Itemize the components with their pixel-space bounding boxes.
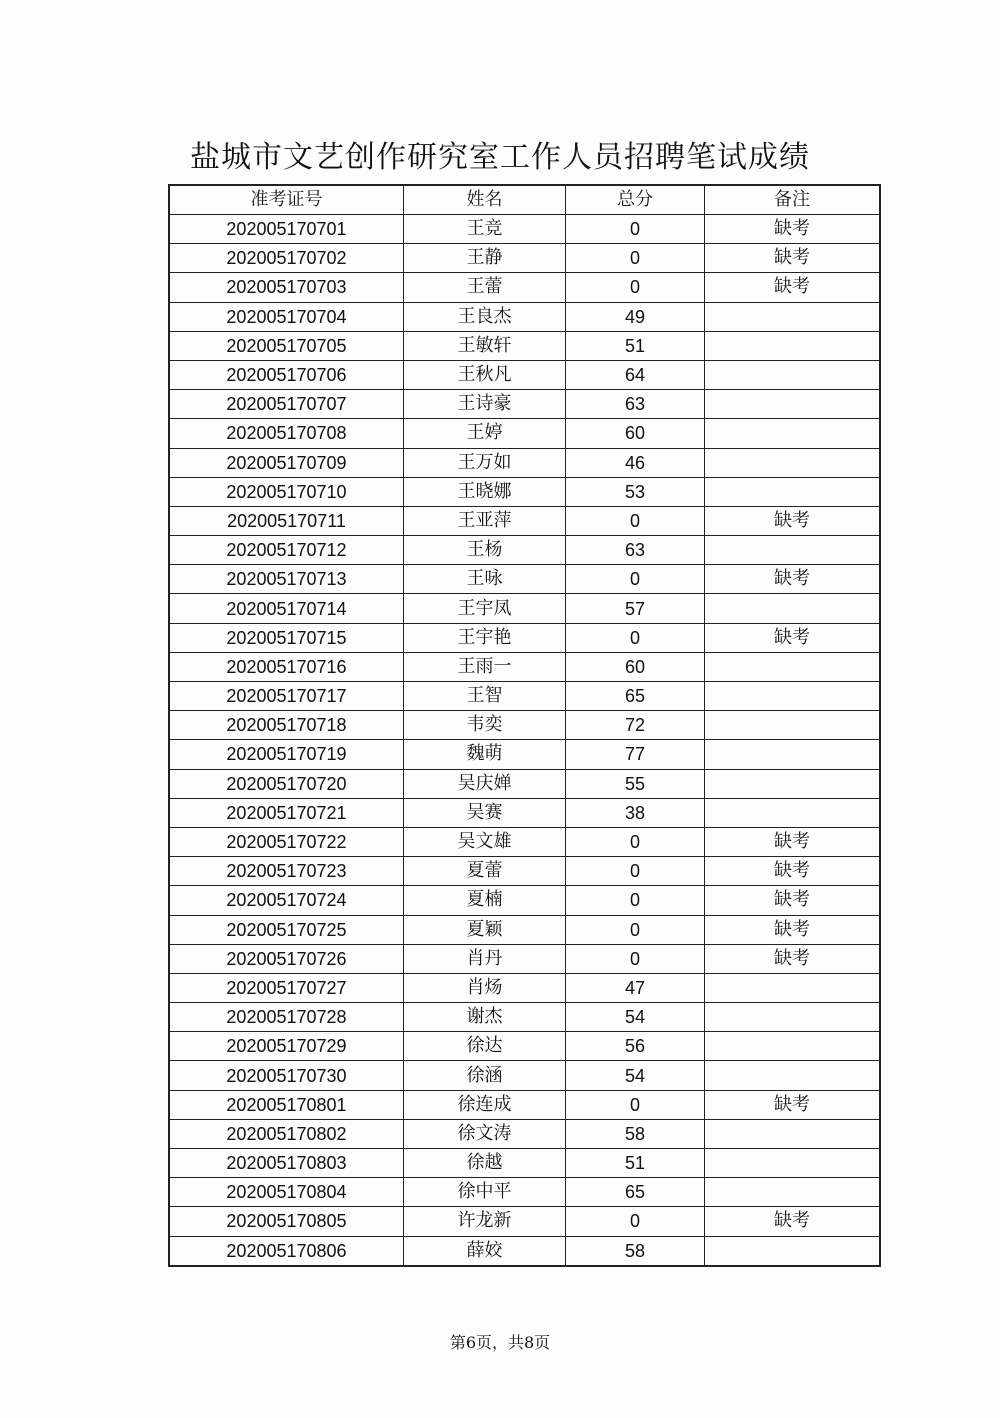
cell-remark: [705, 711, 881, 740]
cell-exam-id: 202005170803: [169, 1149, 404, 1178]
cell-total-score: 0: [566, 244, 705, 273]
cell-total-score: 57: [566, 594, 705, 623]
table-row: [169, 1178, 880, 1207]
cell-exam-id: 202005170802: [169, 1119, 404, 1148]
table-row: [169, 973, 880, 1002]
cell-total-score: 0: [566, 1090, 705, 1119]
cell-exam-id: 202005170728: [169, 1003, 404, 1032]
table-row: [169, 1061, 880, 1090]
cell-exam-id: 202005170717: [169, 682, 404, 711]
cell-remark: [705, 360, 881, 389]
cell-total-score: 63: [566, 536, 705, 565]
cell-remark: 缺考: [705, 244, 881, 273]
cell-total-score: 60: [566, 652, 705, 681]
cell-remark: 缺考: [705, 1207, 881, 1236]
cell-name: 夏楠: [404, 886, 566, 915]
cell-exam-id: 202005170729: [169, 1032, 404, 1061]
cell-exam-id: 202005170721: [169, 798, 404, 827]
cell-remark: [705, 1061, 881, 1090]
cell-remark: [705, 419, 881, 448]
cell-total-score: 55: [566, 769, 705, 798]
cell-total-score: 0: [566, 506, 705, 535]
cell-total-score: 0: [566, 827, 705, 856]
table-row: [169, 273, 880, 302]
cell-name: 王竞: [404, 215, 566, 244]
table-row: [169, 944, 880, 973]
cell-remark: 缺考: [705, 565, 881, 594]
cell-remark: [705, 302, 881, 331]
cell-name: 徐涵: [404, 1061, 566, 1090]
cell-remark: [705, 798, 881, 827]
cell-remark: 缺考: [705, 215, 881, 244]
cell-remark: [705, 1032, 881, 1061]
cell-exam-id: 202005170709: [169, 448, 404, 477]
cell-remark: [705, 390, 881, 419]
cell-name: 王宇艳: [404, 623, 566, 652]
cell-name: 吴文雄: [404, 827, 566, 856]
table-row: [169, 390, 880, 419]
cell-remark: [705, 769, 881, 798]
table-row: [169, 506, 880, 535]
cell-total-score: 72: [566, 711, 705, 740]
cell-total-score: 0: [566, 273, 705, 302]
table-row: [169, 798, 880, 827]
cell-total-score: 0: [566, 857, 705, 886]
cell-remark: [705, 1149, 881, 1178]
table-row: [169, 215, 880, 244]
table-row: [169, 594, 880, 623]
cell-total-score: 49: [566, 302, 705, 331]
cell-total-score: 51: [566, 331, 705, 360]
table-row: [169, 682, 880, 711]
cell-remark: 缺考: [705, 857, 881, 886]
cell-remark: [705, 477, 881, 506]
cell-exam-id: 202005170727: [169, 973, 404, 1002]
cell-total-score: 77: [566, 740, 705, 769]
cell-total-score: 47: [566, 973, 705, 1002]
cell-name: 谢杰: [404, 1003, 566, 1032]
cell-remark: [705, 331, 881, 360]
cell-name: 肖炀: [404, 973, 566, 1002]
page-number: 第6页，共8页: [449, 1333, 551, 1352]
cell-total-score: 64: [566, 360, 705, 389]
score-table: [168, 184, 881, 1267]
cell-total-score: 0: [566, 944, 705, 973]
table-row: [169, 536, 880, 565]
table-row: [169, 1090, 880, 1119]
cell-remark: [705, 652, 881, 681]
cell-name: 王万如: [404, 448, 566, 477]
cell-exam-id: 202005170706: [169, 360, 404, 389]
cell-remark: 缺考: [705, 273, 881, 302]
cell-exam-id: 202005170710: [169, 477, 404, 506]
cell-total-score: 0: [566, 886, 705, 915]
cell-name: 夏蕾: [404, 857, 566, 886]
cell-remark: [705, 740, 881, 769]
table-row: [169, 652, 880, 681]
table-row: [169, 623, 880, 652]
cell-remark: [705, 682, 881, 711]
cell-exam-id: 202005170730: [169, 1061, 404, 1090]
table-row: [169, 915, 880, 944]
cell-total-score: 0: [566, 565, 705, 594]
cell-total-score: 0: [566, 623, 705, 652]
cell-total-score: 54: [566, 1003, 705, 1032]
cell-total-score: 46: [566, 448, 705, 477]
table-row: [169, 1119, 880, 1148]
cell-exam-id: 202005170720: [169, 769, 404, 798]
table-header-row: [169, 185, 880, 215]
cell-exam-id: 202005170806: [169, 1236, 404, 1266]
cell-remark: 缺考: [705, 915, 881, 944]
cell-name: 王诗豪: [404, 390, 566, 419]
cell-name: 王杨: [404, 536, 566, 565]
cell-total-score: 65: [566, 1178, 705, 1207]
cell-name: 王蕾: [404, 273, 566, 302]
cell-name: 王亚萍: [404, 506, 566, 535]
cell-name: 王秋凡: [404, 360, 566, 389]
cell-name: 徐文涛: [404, 1119, 566, 1148]
cell-total-score: 58: [566, 1236, 705, 1266]
cell-name: 徐达: [404, 1032, 566, 1061]
cell-name: 王智: [404, 682, 566, 711]
table-row: [169, 302, 880, 331]
table-body: [169, 215, 880, 1266]
cell-exam-id: 202005170714: [169, 594, 404, 623]
cell-name: 吴庆婵: [404, 769, 566, 798]
cell-exam-id: 202005170804: [169, 1178, 404, 1207]
cell-total-score: 38: [566, 798, 705, 827]
table-row: [169, 244, 880, 273]
table-row: [169, 565, 880, 594]
cell-exam-id: 202005170705: [169, 331, 404, 360]
cell-name: 魏萌: [404, 740, 566, 769]
table-row: [169, 1032, 880, 1061]
table-row: [169, 769, 880, 798]
cell-total-score: 0: [566, 1207, 705, 1236]
cell-remark: [705, 973, 881, 1002]
cell-exam-id: 202005170712: [169, 536, 404, 565]
cell-remark: 缺考: [705, 1090, 881, 1119]
cell-exam-id: 202005170704: [169, 302, 404, 331]
cell-name: 许龙新: [404, 1207, 566, 1236]
cell-remark: 缺考: [705, 506, 881, 535]
header-exam-id: 准考证号: [169, 185, 404, 215]
cell-remark: 缺考: [705, 827, 881, 856]
table-row: [169, 1207, 880, 1236]
cell-name: 徐连成: [404, 1090, 566, 1119]
cell-name: 吴赛: [404, 798, 566, 827]
cell-name: 徐中平: [404, 1178, 566, 1207]
header-total-score: 总分: [566, 185, 705, 215]
table-row: [169, 419, 880, 448]
cell-exam-id: 202005170724: [169, 886, 404, 915]
cell-exam-id: 202005170707: [169, 390, 404, 419]
cell-name: 韦奕: [404, 711, 566, 740]
cell-total-score: 56: [566, 1032, 705, 1061]
cell-total-score: 58: [566, 1119, 705, 1148]
page-title: 盐城市文艺创作研究室工作人员招聘笔试成绩: [190, 140, 810, 175]
table-row: [169, 711, 880, 740]
cell-total-score: 51: [566, 1149, 705, 1178]
cell-exam-id: 202005170701: [169, 215, 404, 244]
header-remark: 备注: [705, 185, 881, 215]
cell-exam-id: 202005170805: [169, 1207, 404, 1236]
cell-remark: 缺考: [705, 623, 881, 652]
table-row: [169, 1149, 880, 1178]
cell-exam-id: 202005170713: [169, 565, 404, 594]
header-name: 姓名: [404, 185, 566, 215]
table-row: [169, 740, 880, 769]
cell-total-score: 53: [566, 477, 705, 506]
cell-name: 徐越: [404, 1149, 566, 1178]
cell-remark: [705, 536, 881, 565]
cell-total-score: 63: [566, 390, 705, 419]
cell-exam-id: 202005170718: [169, 711, 404, 740]
cell-exam-id: 202005170726: [169, 944, 404, 973]
cell-total-score: 65: [566, 682, 705, 711]
cell-name: 王晓娜: [404, 477, 566, 506]
cell-name: 肖丹: [404, 944, 566, 973]
cell-total-score: 60: [566, 419, 705, 448]
cell-name: 王敏轩: [404, 331, 566, 360]
cell-exam-id: 202005170725: [169, 915, 404, 944]
table-row: [169, 331, 880, 360]
cell-total-score: 0: [566, 915, 705, 944]
table-row: [169, 477, 880, 506]
cell-name: 王雨一: [404, 652, 566, 681]
cell-remark: [705, 1119, 881, 1148]
table-row: [169, 886, 880, 915]
cell-exam-id: 202005170719: [169, 740, 404, 769]
cell-total-score: 54: [566, 1061, 705, 1090]
cell-name: 王婷: [404, 419, 566, 448]
table-row: [169, 827, 880, 856]
cell-exam-id: 202005170711: [169, 506, 404, 535]
cell-exam-id: 202005170715: [169, 623, 404, 652]
table-row: [169, 857, 880, 886]
cell-exam-id: 202005170703: [169, 273, 404, 302]
cell-remark: 缺考: [705, 944, 881, 973]
table-row: [169, 1236, 880, 1266]
cell-name: 王宇凤: [404, 594, 566, 623]
cell-name: 王咏: [404, 565, 566, 594]
cell-exam-id: 202005170723: [169, 857, 404, 886]
cell-remark: [705, 1003, 881, 1032]
cell-remark: [705, 1236, 881, 1266]
cell-remark: [705, 1178, 881, 1207]
table-row: [169, 1003, 880, 1032]
cell-name: 夏颖: [404, 915, 566, 944]
cell-remark: 缺考: [705, 886, 881, 915]
cell-total-score: 0: [566, 215, 705, 244]
cell-name: 薛姣: [404, 1236, 566, 1266]
table-row: [169, 360, 880, 389]
cell-exam-id: 202005170801: [169, 1090, 404, 1119]
cell-exam-id: 202005170722: [169, 827, 404, 856]
cell-exam-id: 202005170708: [169, 419, 404, 448]
table-row: [169, 448, 880, 477]
cell-exam-id: 202005170702: [169, 244, 404, 273]
cell-remark: [705, 448, 881, 477]
cell-exam-id: 202005170716: [169, 652, 404, 681]
cell-remark: [705, 594, 881, 623]
cell-name: 王静: [404, 244, 566, 273]
cell-name: 王良杰: [404, 302, 566, 331]
